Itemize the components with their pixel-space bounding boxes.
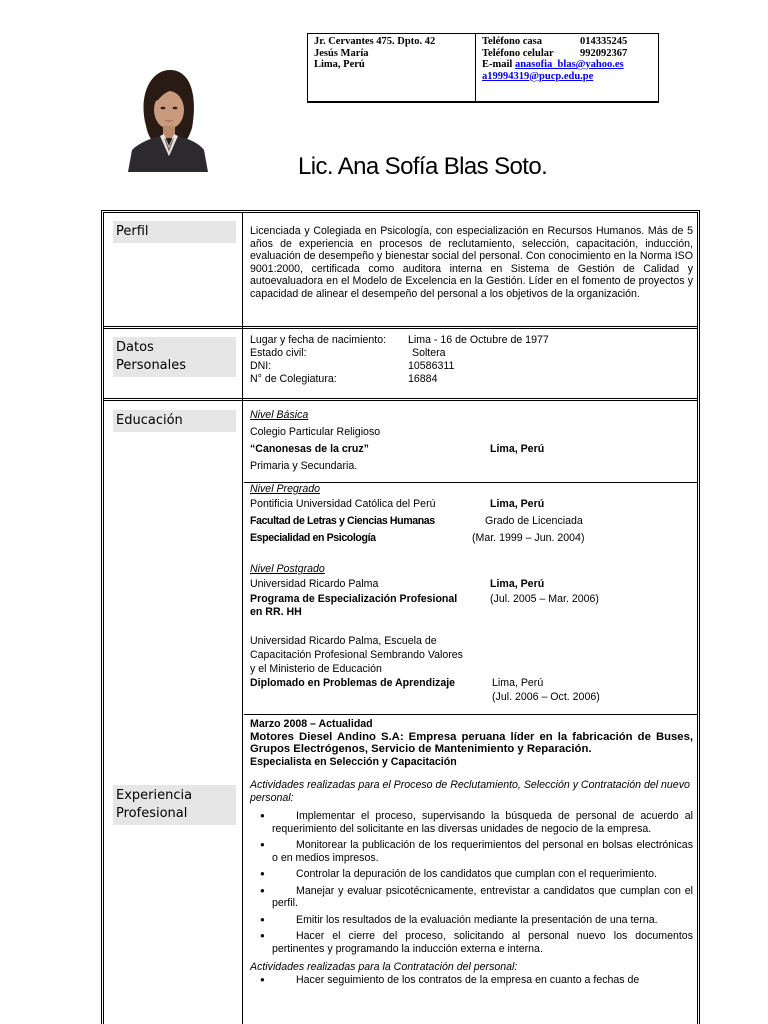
program-row xyxy=(250,593,693,619)
address-line: Jesús María xyxy=(314,47,369,59)
specialty: Especialidad en Psicología xyxy=(250,532,376,544)
activity-item xyxy=(250,839,693,864)
diploma-row xyxy=(250,676,693,704)
diploma-school-line: y el Ministerio de Educación xyxy=(250,663,382,675)
university: Pontificia Universidad Católica del Perú xyxy=(250,498,436,510)
row-divider xyxy=(244,714,697,715)
educacion-basica xyxy=(250,407,693,475)
email-label: E-mail xyxy=(482,59,513,70)
row-divider xyxy=(104,398,697,401)
diploma-school-line: Universidad Ricardo Palma, Escuela de xyxy=(250,635,437,647)
email-link-yahoo[interactable]: anasofia_blas@yahoo.es xyxy=(514,59,624,70)
label-line: Experiencia xyxy=(116,788,193,803)
educacion-pregrado xyxy=(250,483,693,704)
label-line: Profesional xyxy=(116,806,188,821)
diploma-place: Lima, Perú xyxy=(492,677,544,689)
activity-item xyxy=(250,885,693,910)
school-name: “Canonesas de la cruz” xyxy=(250,443,369,455)
program-line: Programa de Especialización Profesional xyxy=(250,593,458,605)
phone-home: 014335245 xyxy=(580,36,628,47)
activity-text: Controlar la depuración de los candidatos que cumplan con el requerimiento. xyxy=(296,868,657,880)
datos-value: 16884 xyxy=(408,373,438,385)
email-link-pucp[interactable]: a19994319@pucp.edu.pe xyxy=(482,70,594,82)
activity-item xyxy=(250,868,693,881)
datos-key: N° de Colegiatura: xyxy=(250,373,337,385)
school-place: Lima, Perú xyxy=(490,443,545,455)
section-label-experiencia xyxy=(113,785,236,825)
phone-email-block xyxy=(476,34,658,101)
address-line: Lima, Perú xyxy=(314,59,365,70)
faculty-row xyxy=(250,513,693,530)
profile-photo xyxy=(128,66,208,172)
row-divider xyxy=(104,326,697,329)
datos-key: Estado civil: xyxy=(250,347,307,359)
datos-value: Lima - 16 de Octubre de 1977 xyxy=(408,334,549,346)
activities-list xyxy=(250,810,693,955)
university: Universidad Ricardo Palma xyxy=(250,578,379,590)
activity-text: Emitir los resultados de la evaluación mediante la presentación de una terna. xyxy=(296,913,658,926)
contact-box xyxy=(307,33,659,103)
activity-text: Hacer el cierre del proceso, solicitando al personal nuevo los documentos pertinentes y programando la inducción externa e interna. xyxy=(272,930,693,955)
section-label-educacion: Educación xyxy=(113,410,236,432)
activity-text: Monitorear la publicación de los requerimientos del personal en bolsas electrónicas o en medios impresos. xyxy=(272,839,693,864)
datos-row xyxy=(250,347,693,360)
faculty: Facultad de Letras y Ciencias Humanas xyxy=(250,515,435,527)
section-label-perfil: Perfil xyxy=(113,221,236,243)
diploma-school-line: Capacitación Profesional Sembrando Valores xyxy=(250,649,463,661)
cv-table xyxy=(101,210,700,1024)
program-line: en RR. HH xyxy=(250,606,302,618)
full-name: Lic. Ana Sofía Blas Soto. xyxy=(298,153,548,180)
activity-item xyxy=(250,914,693,927)
nivel-pregrado-title: Nivel Pregrado xyxy=(250,483,321,495)
activity-item xyxy=(250,810,693,835)
address-line: Jr. Cervantes 475. Dpto. 42 xyxy=(314,36,436,47)
postgrado-uni-row xyxy=(250,576,693,593)
section-label-column xyxy=(104,213,243,1024)
address-block xyxy=(308,34,476,101)
pregrado-dates: (Mar. 1999 – Jun. 2004) xyxy=(472,532,585,544)
phone-home-label: Teléfono casa xyxy=(482,36,542,47)
phone-cell-label: Teléfono celular xyxy=(482,47,554,59)
uni-place: Lima, Perú xyxy=(490,498,545,510)
program-dates: (Jul. 2005 – Mar. 2006) xyxy=(490,593,599,605)
activity-item xyxy=(250,930,693,955)
label-line: Personales xyxy=(116,358,187,373)
diploma-name: Diplomado en Problemas de Aprendizaje xyxy=(250,677,456,689)
job-period: Marzo 2008 – Actualidad xyxy=(250,718,373,730)
datos-personales xyxy=(250,334,693,386)
experiencia-content xyxy=(250,718,693,991)
diploma-dates: (Jul. 2006 – Oct. 2006) xyxy=(492,691,600,703)
uni-row xyxy=(250,496,693,513)
school-level: Primaria y Secundaria. xyxy=(250,460,358,472)
datos-row xyxy=(250,373,693,386)
perfil-text: Licenciada y Colegiada en Psicología, con especialización en Recursos Humanos. Más de 5 años de experiencia en procesos de reclutamiento, selección, capacitación, inducción, evaluación de desempeño y bienestar social del personal. Con conocimiento en la Norma ISO 9001:2000, certificada como auditora interna en Sistema de Gestión de Calidad y autoevaluadora en el Modelo de Excelencia en la Gestión. Líder en el fomento de proyectos y capacidad de alinear el desempeño del personal a los objetivos de la organización. xyxy=(250,225,693,300)
diploma-school xyxy=(250,634,693,676)
nivel-postgrado-title: Nivel Postgrado xyxy=(250,563,325,575)
section-label-datos xyxy=(113,337,236,377)
degree: Grado de Licenciada xyxy=(485,515,583,527)
activity-item xyxy=(250,974,693,987)
activity-text: Manejar y evaluar psicotécnicamente, entrevistar a candidatos que cumplan con el perfil. xyxy=(272,884,693,909)
datos-key: Lugar y fecha de nacimiento: xyxy=(250,334,387,346)
activities-heading: Actividades realizadas para el Proceso de Reclutamiento, Selección y Contratación del nuevo personal: xyxy=(250,779,690,804)
specialty-row xyxy=(250,530,693,547)
datos-value: Soltera xyxy=(412,347,446,359)
contratacion-list xyxy=(250,974,693,987)
uni-place: Lima, Perú xyxy=(490,578,545,590)
activities-heading-contratacion: Actividades realizadas para la Contratación del personal: xyxy=(250,961,518,973)
phone-cell: 992092367 xyxy=(580,47,628,59)
label-line: Datos xyxy=(116,340,154,355)
job-role: Especialista en Selección y Capacitación xyxy=(250,755,457,768)
school-type: Colegio Particular Religioso xyxy=(250,426,381,438)
school-name-row xyxy=(250,441,693,458)
activity-text: Hacer seguimiento de los contratos de la empresa en cuanto a fechas de xyxy=(296,974,640,986)
activity-text: Implementar el proceso, supervisando la búsqueda de personal de acuerdo al requerimiento del solicitante en las diversas unidades de negocio de la empresa. xyxy=(272,810,693,835)
nivel-basica-title: Nivel Básica xyxy=(250,409,309,421)
datos-row xyxy=(250,334,693,347)
company: Motores Diesel Andino S.A: Empresa peruana líder en la fabricación de Buses, Grupos Electrógenos, Servicio de Mantenimiento y Reparación. xyxy=(250,730,693,755)
datos-value: 10586311 xyxy=(408,360,455,372)
datos-key: DNI: xyxy=(250,360,272,372)
datos-row xyxy=(250,360,693,373)
